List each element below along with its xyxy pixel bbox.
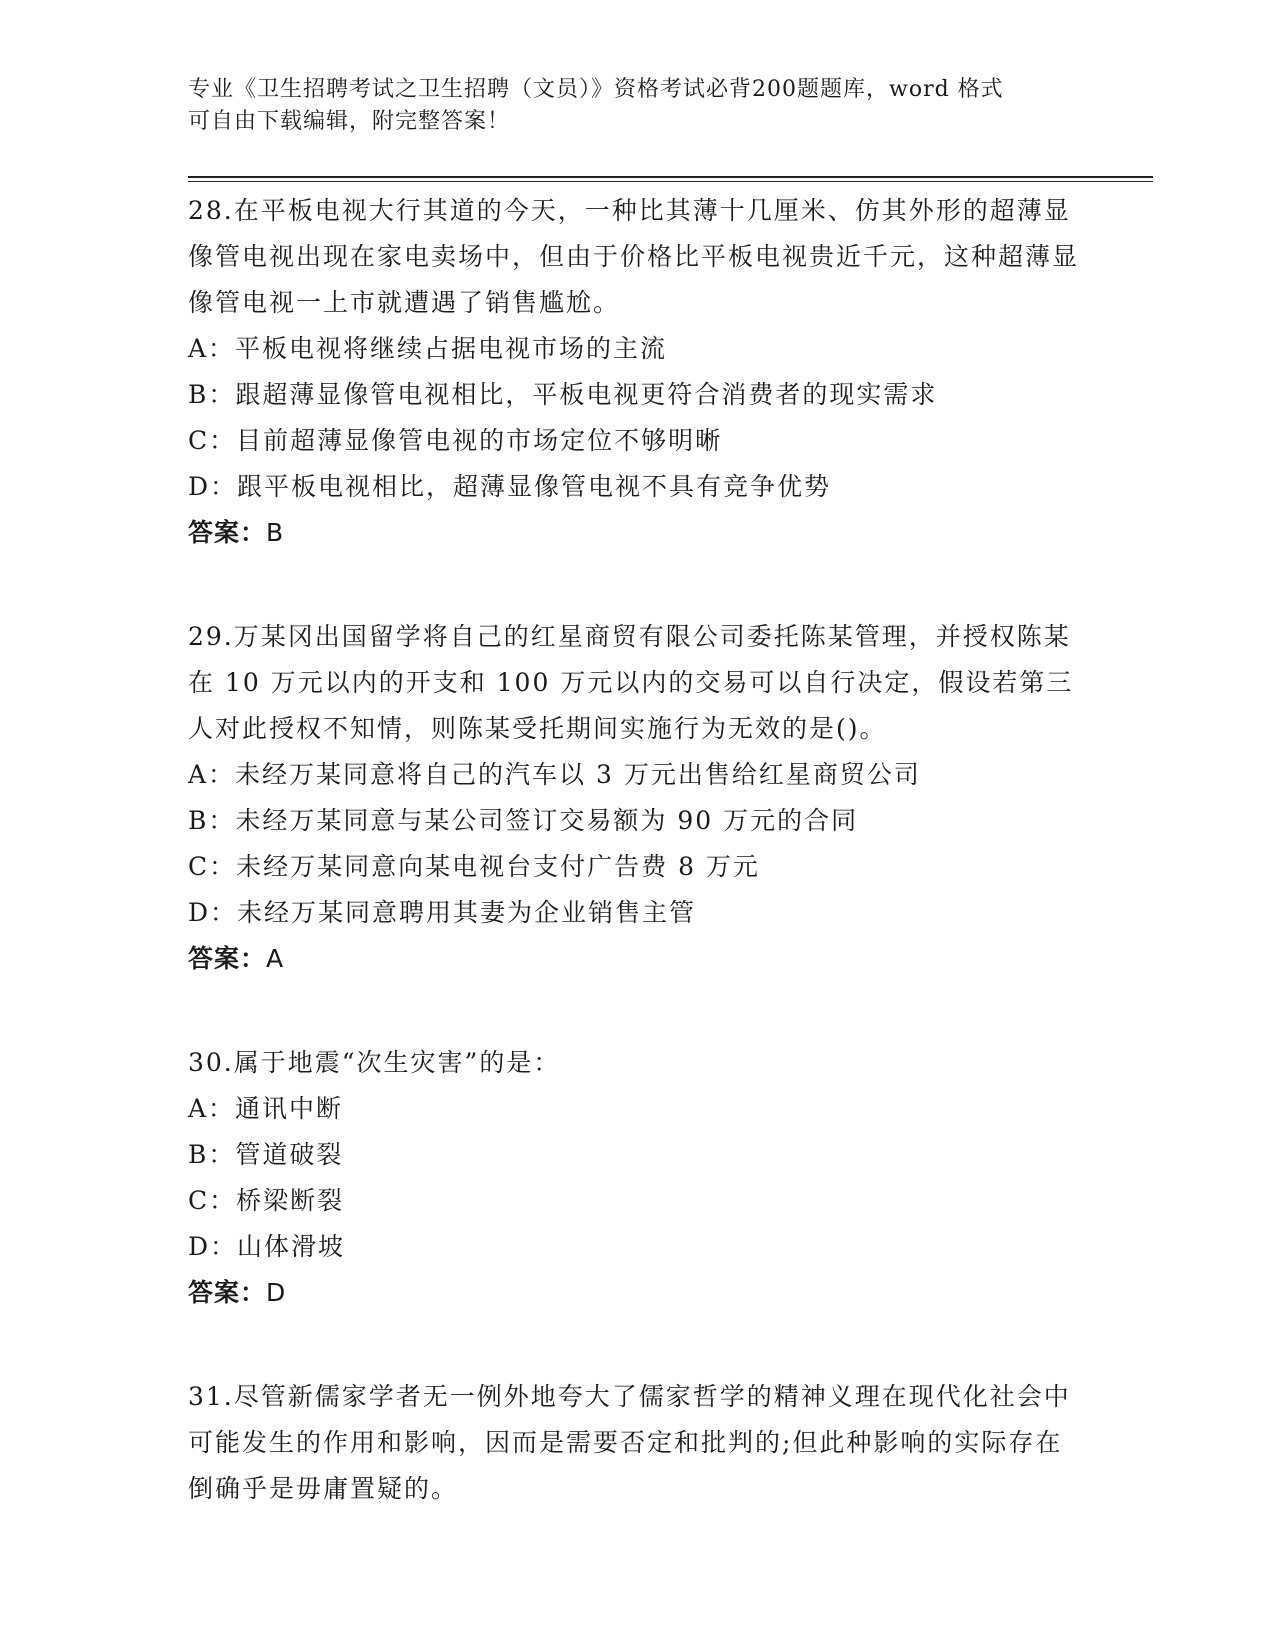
answer-value: D [266, 1278, 287, 1307]
question-stem: 28.在平板电视大行其道的今天，一种比其薄十几厘米、仿其外形的超薄显像管电视出现在家电卖场中，但由于价格比平板电视贵近千元，这种超薄显像管电视一上市就遭遇了销售尴尬。 [188, 196, 1080, 317]
answer-label: 答案： [188, 518, 267, 547]
header-divider-thin [188, 181, 1153, 182]
header-line-1: 专业《卫生招聘考试之卫生招聘（文员）》资格考试必背200题题库，word 格式 [188, 77, 1004, 102]
question-stem: 29.万某冈出国留学将自己的红星商贸有限公司委托陈某管理，并授权陈某在 10 万元以内的开支和 100 万元以内的交易可以自行决定，假设若第三人对此授权不知情，则陈某受托期间实施行为无效的是()。 [188, 622, 1074, 743]
question-30 [188, 1040, 1088, 1316]
answer-line [188, 1270, 1088, 1316]
answer-line [188, 936, 1088, 982]
option-b: B：未经万某同意与某公司签订交易额为 90 万元的合同 [188, 806, 859, 835]
question-29 [188, 614, 1088, 982]
document-header [188, 74, 1088, 138]
answer-line [188, 510, 1088, 556]
option-d: D：山体滑坡 [188, 1232, 346, 1261]
question-stem: 30.属于地震“次生灾害”的是： [188, 1048, 561, 1077]
answer-value: A [266, 944, 285, 973]
option-d: D：跟平板电视相比，超薄显像管电视不具有竞争优势 [188, 472, 832, 501]
option-b: B：管道破裂 [188, 1140, 344, 1169]
option-c: C：目前超薄显像管电视的市场定位不够明晰 [188, 426, 723, 455]
question-stem: 31.尽管新儒家学者无一例外地夸大了儒家哲学的精神义理在现代化社会中可能发生的作用和影响，因而是需要否定和批判的;但此种影响的实际存在倒确乎是毋庸置疑的。 [188, 1382, 1071, 1503]
header-divider-thick [188, 176, 1153, 178]
option-d: D：未经万某同意聘用其妻为企业销售主管 [188, 898, 697, 927]
question-list [188, 188, 1088, 1570]
question-31 [188, 1374, 1088, 1512]
option-a: A：平板电视将继续占据电视市场的主流 [188, 334, 668, 363]
answer-label: 答案： [188, 1278, 267, 1307]
option-c: C：桥梁断裂 [188, 1186, 345, 1215]
question-28 [188, 188, 1088, 556]
header-line-2: 可自由下载编辑，附完整答案！ [188, 109, 511, 134]
answer-value: B [266, 518, 285, 547]
option-a: A：未经万某同意将自己的汽车以 3 万元出售给红星商贸公司 [188, 760, 921, 789]
option-b: B：跟超薄显像管电视相比，平板电视更符合消费者的现实需求 [188, 380, 938, 409]
option-c: C：未经万某同意向某电视台支付广告费 8 万元 [188, 852, 760, 881]
answer-label: 答案： [188, 944, 267, 973]
option-a: A：通讯中断 [188, 1094, 344, 1123]
